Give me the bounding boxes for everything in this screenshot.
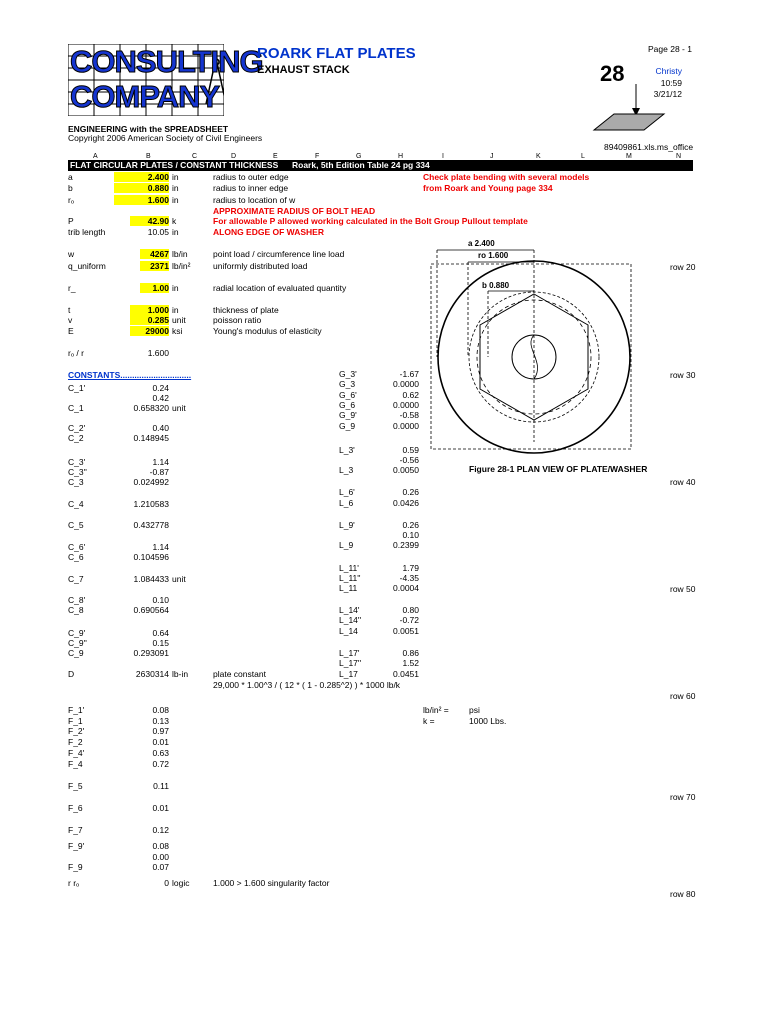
g-constant-name: L_11' [339, 563, 359, 573]
f-constant-name: F_4 [68, 759, 83, 769]
t-unit: in [172, 305, 179, 315]
q-unit: lb/in² [172, 261, 191, 271]
f-constant-name: F_7 [68, 825, 83, 835]
col-letter: L [581, 153, 585, 160]
row-label: row 80 [670, 889, 696, 899]
plate-arrow-icon [592, 84, 692, 134]
f-constant-value: 0.12 [152, 825, 169, 835]
f-constant-value: 0.08 [152, 705, 169, 715]
c-constant-value: 0.690564 [133, 605, 169, 615]
logo-line-2: COMPANY [70, 79, 220, 114]
trib-value: 10.05 [147, 227, 169, 237]
unit-note-value: 1000 Lbs. [469, 716, 507, 726]
g-constant-value: 0.86 [402, 648, 419, 658]
g-constant-name: G_3' [339, 369, 357, 379]
c-constant-name: C_9 [68, 648, 84, 658]
g-constant-name: L_11'' [339, 573, 361, 583]
row-label: row 30 [670, 370, 696, 380]
t-name: t [68, 305, 71, 315]
g-constant-value: 0.0051 [393, 626, 419, 636]
f-constant-value: 0.63 [152, 748, 169, 758]
section-header-bar [68, 160, 693, 171]
v-unit: unit [172, 315, 186, 325]
c-constant-name: C_2' [68, 423, 86, 433]
c-constant-value: 1.084433 [133, 574, 169, 584]
g-constant-value: 0.2399 [393, 540, 419, 550]
c-constant-name: C_3'' [68, 467, 87, 477]
col-letter: M [626, 153, 632, 160]
g-constant-value: 0.26 [402, 520, 419, 530]
col-letter: C [192, 153, 198, 160]
constants-heading: CONSTANTS.............................. [68, 370, 192, 380]
g-constant-name: L_11 [339, 583, 358, 593]
logic-unit: logic [172, 878, 190, 888]
c-constant-value: 0.40 [152, 423, 169, 433]
col-letter: A [93, 153, 98, 160]
input-name: b [68, 183, 73, 193]
row-label: row 40 [670, 477, 696, 487]
g-constant-value: 0.0050 [393, 465, 419, 475]
ror-name: rₒ / r [68, 348, 84, 358]
c-constant-value: 0.15 [152, 638, 169, 648]
figure-caption: Figure 28-1 PLAN VIEW OF PLATE/WASHER [469, 464, 648, 474]
c-constant-name: C_9'' [68, 638, 87, 648]
c-constant-value: 0.10 [152, 595, 169, 605]
a-dim-label: a 2.400 [468, 239, 495, 248]
section-title: FLAT CIRCULAR PLATES / CONSTANT THICKNESS [70, 160, 279, 170]
ror-value: 1.600 [147, 348, 169, 358]
f-constant-value: 0.08 [152, 841, 169, 851]
r-name: r_ [68, 283, 76, 293]
d-desc: plate constant [213, 669, 266, 679]
col-letter: E [273, 153, 278, 160]
input-name: a [68, 172, 73, 182]
c-constant-name: C_3 [68, 477, 84, 487]
f-constant-value: 0.72 [152, 759, 169, 769]
f-constant-value: 0.00 [152, 852, 169, 862]
c-constant-value: 0.024992 [133, 477, 169, 487]
g-constant-value: -0.58 [399, 410, 419, 420]
e-unit: ksi [172, 326, 183, 336]
input-unit: in [172, 172, 179, 182]
c-constant-name: C_6 [68, 552, 84, 562]
r-unit: in [172, 283, 179, 293]
c-constant-unit: unit [172, 403, 186, 413]
c-constant-name: C_8 [68, 605, 84, 615]
note-along: ALONG EDGE OF WASHER [213, 227, 324, 237]
c-constant-name: C_5 [68, 520, 84, 530]
f-constant-value: 0.01 [152, 803, 169, 813]
d-value: 2630314 [135, 669, 169, 679]
d-unit: lb-in [172, 669, 189, 679]
c-constant-name: C_9' [68, 628, 86, 638]
logic-desc: 1.000 > 1.600 singularity factor [213, 878, 330, 888]
g-constant-value: 1.52 [402, 658, 419, 668]
g-constant-value: 0.62 [402, 390, 419, 400]
col-letter: B [146, 153, 151, 160]
company-logo [68, 44, 263, 116]
row-label: row 50 [670, 584, 696, 594]
c-constant-value: 0.42 [152, 393, 169, 403]
p-unit: k [172, 216, 177, 226]
v-name: v [68, 315, 73, 325]
g-constant-name: G_9 [339, 421, 356, 431]
c-constant-name: C_1' [68, 383, 86, 393]
v-desc: poisson ratio [213, 315, 262, 325]
f-constant-name: F_1' [68, 705, 85, 715]
g-constant-value: -1.67 [399, 369, 419, 379]
w-value[interactable]: 4267 [140, 249, 169, 259]
col-letter: I [442, 153, 444, 160]
f-constant-value: 0.01 [152, 737, 169, 747]
r-value[interactable]: 1.00 [140, 283, 169, 293]
note-approx: APPROXIMATE RADIUS OF BOLT HEAD [213, 206, 376, 216]
c-constant-name: C_4 [68, 499, 84, 509]
t-desc: thickness of plate [213, 305, 279, 315]
g-constant-value: 0.0004 [393, 583, 419, 593]
e-value[interactable]: 29000 [130, 326, 169, 336]
page-number-label: Page 28 - 1 [648, 44, 692, 54]
r-desc: radial location of evaluated quantity [213, 283, 347, 293]
unit-note-label: lb/in² = [423, 705, 449, 715]
g-constant-name: G_3 [339, 379, 356, 389]
note-check-2: from Roark and Young page 334 [423, 183, 553, 193]
g-constant-name: L_17'' [339, 658, 362, 668]
tagline: ENGINEERING with the SPREADSHEET [68, 124, 229, 134]
g-constant-name: L_17 [339, 669, 358, 679]
unit-note-label: k = [423, 716, 435, 726]
c-constant-name: C_7 [68, 574, 84, 584]
input-desc: radius to inner edge [213, 183, 289, 193]
col-letter: F [315, 153, 320, 160]
c-constant-value: 1.14 [152, 542, 169, 552]
f-constant-name: F_5 [68, 781, 83, 791]
c-constant-value: 0.293091 [133, 648, 169, 658]
g-constant-value: -0.56 [399, 455, 419, 465]
g-constant-value: 1.79 [402, 563, 419, 573]
f-constant-name: F_2' [68, 726, 85, 736]
c-constant-value: 1.14 [152, 457, 169, 467]
input-value[interactable]: 2.400 [114, 172, 169, 182]
copyright: Copyright 2006 American Society of Civil Engineers [68, 133, 263, 143]
f-constant-name: F_4' [68, 748, 85, 758]
p-value[interactable]: 42.90 [130, 216, 169, 226]
f-constant-value: 0.13 [152, 716, 169, 726]
unit-note-value: psi [469, 705, 480, 715]
g-constant-value: -4.35 [399, 573, 419, 583]
filename: 89409861.xls.ms_office [604, 142, 694, 152]
big-page-number: 28 [600, 61, 625, 86]
input-desc: radius to location of w [213, 195, 296, 205]
w-name: w [68, 249, 75, 259]
col-letter: J [490, 153, 494, 160]
v-value[interactable]: 0.285 [130, 315, 169, 325]
f-constant-name: F_9 [68, 862, 83, 872]
page-title: ROARK FLAT PLATES [257, 45, 416, 62]
q-value[interactable]: 2371 [140, 261, 169, 271]
note-allowable: For allowable P allowed working calculated in the Bolt Group Pullout template [213, 216, 528, 226]
g-constant-name: L_14 [339, 626, 358, 636]
g-constant-value: 0.10 [402, 530, 419, 540]
col-letter: D [231, 153, 237, 160]
c-constant-value: 0.64 [152, 628, 169, 638]
g-constant-name: L_14'' [339, 615, 362, 625]
d-formula: 29,000 * 1.00^3 / ( 12 * ( 1 - 0.285^2) ) * 1000 lb/k [213, 680, 401, 690]
f-constant-name: F_2 [68, 737, 83, 747]
g-constant-value: 0.80 [402, 605, 419, 615]
g-constant-name: L_14' [339, 605, 360, 615]
f-constant-name: F_1 [68, 716, 83, 726]
e-name: E [68, 326, 74, 336]
row-label: row 60 [670, 691, 696, 701]
g-constant-value: 0.0000 [393, 379, 419, 389]
g-constant-name: L_9' [339, 520, 355, 530]
g-constant-value: 0.26 [402, 487, 419, 497]
ro-dim-label: ro 1.600 [478, 251, 509, 260]
input-name: rₒ [68, 195, 75, 205]
input-value[interactable]: 1.600 [114, 195, 169, 205]
f-constant-name: F_9' [68, 841, 85, 851]
c-constant-name: C_1 [68, 403, 84, 413]
trib-name: trib length [68, 227, 106, 237]
c-constant-value: 1.210583 [133, 499, 169, 509]
logic-value: 0 [164, 878, 169, 888]
note-check-1: Check plate bending with several models [423, 172, 590, 182]
plate-washer-figure [428, 232, 638, 460]
f-constant-value: 0.11 [153, 781, 169, 791]
trib-unit: in [172, 227, 179, 237]
c-constant-value: 0.432778 [133, 520, 169, 530]
col-letter: K [536, 153, 541, 160]
c-constant-name: C_8' [68, 595, 86, 605]
g-constant-name: L_17' [339, 648, 360, 658]
t-value[interactable]: 1.000 [130, 305, 169, 315]
p-name: P [68, 216, 74, 226]
c-constant-value: 0.104596 [133, 552, 169, 562]
q-desc: uniformly distributed load [213, 261, 308, 271]
g-constant-value: 0.0451 [393, 669, 419, 679]
c-constant-unit: unit [172, 574, 186, 584]
b-dim-label: b 0.880 [482, 281, 510, 290]
w-unit: lb/in [172, 249, 188, 259]
q-name: q_uniform [68, 261, 106, 271]
c-constant-name: C_2 [68, 433, 84, 443]
input-value[interactable]: 0.880 [114, 183, 169, 193]
time: 10:59 [660, 78, 682, 88]
g-constant-name: G_9' [339, 410, 357, 420]
g-constant-value: 0.59 [402, 445, 419, 455]
row-label: row 70 [670, 792, 696, 802]
w-desc: point load / circumference line load [213, 249, 345, 259]
page-subtitle: EXHAUST STACK [257, 64, 350, 76]
g-constant-name: L_9 [339, 540, 354, 550]
logic-name: r rₒ [68, 878, 80, 888]
g-constant-value: -0.72 [399, 615, 419, 625]
c-constant-value: 0.24 [152, 383, 169, 393]
col-letter: G [356, 153, 362, 160]
row-label: row 20 [670, 262, 696, 272]
f-constant-value: 0.07 [152, 862, 169, 872]
g-constant-name: G_6 [339, 400, 356, 410]
input-desc: radius to outer edge [213, 172, 289, 182]
d-name: D [68, 669, 75, 679]
g-constant-value: 0.0426 [393, 498, 419, 508]
section-reference: Roark, 5th Edition Table 24 pg 334 [292, 160, 430, 170]
c-constant-name: C_6' [68, 542, 86, 552]
g-constant-name: L_6' [339, 487, 355, 497]
c-constant-name: C_3' [68, 457, 86, 467]
f-constant-value: 0.97 [152, 726, 169, 736]
col-letter: N [676, 153, 682, 160]
g-constant-name: L_6 [339, 498, 354, 508]
e-desc: Young's modulus of elasticity [213, 326, 322, 336]
c-constant-value: 0.658320 [133, 403, 169, 413]
c-constant-value: 0.148945 [133, 433, 169, 443]
col-letter: H [398, 153, 404, 160]
date: 3/21/12 [653, 89, 682, 99]
g-constant-value: 0.0000 [393, 400, 419, 410]
f-constant-name: F_6 [68, 803, 83, 813]
author: Christy [655, 66, 682, 76]
input-unit: in [172, 195, 179, 205]
input-unit: in [172, 183, 179, 193]
g-constant-value: 0.0000 [393, 421, 419, 431]
g-constant-name: G_6' [339, 390, 357, 400]
logo-line-1: CONSULTING [70, 44, 263, 79]
g-constant-name: L_3' [339, 445, 355, 455]
c-constant-value: -0.87 [149, 467, 169, 477]
g-constant-name: L_3 [339, 465, 354, 475]
